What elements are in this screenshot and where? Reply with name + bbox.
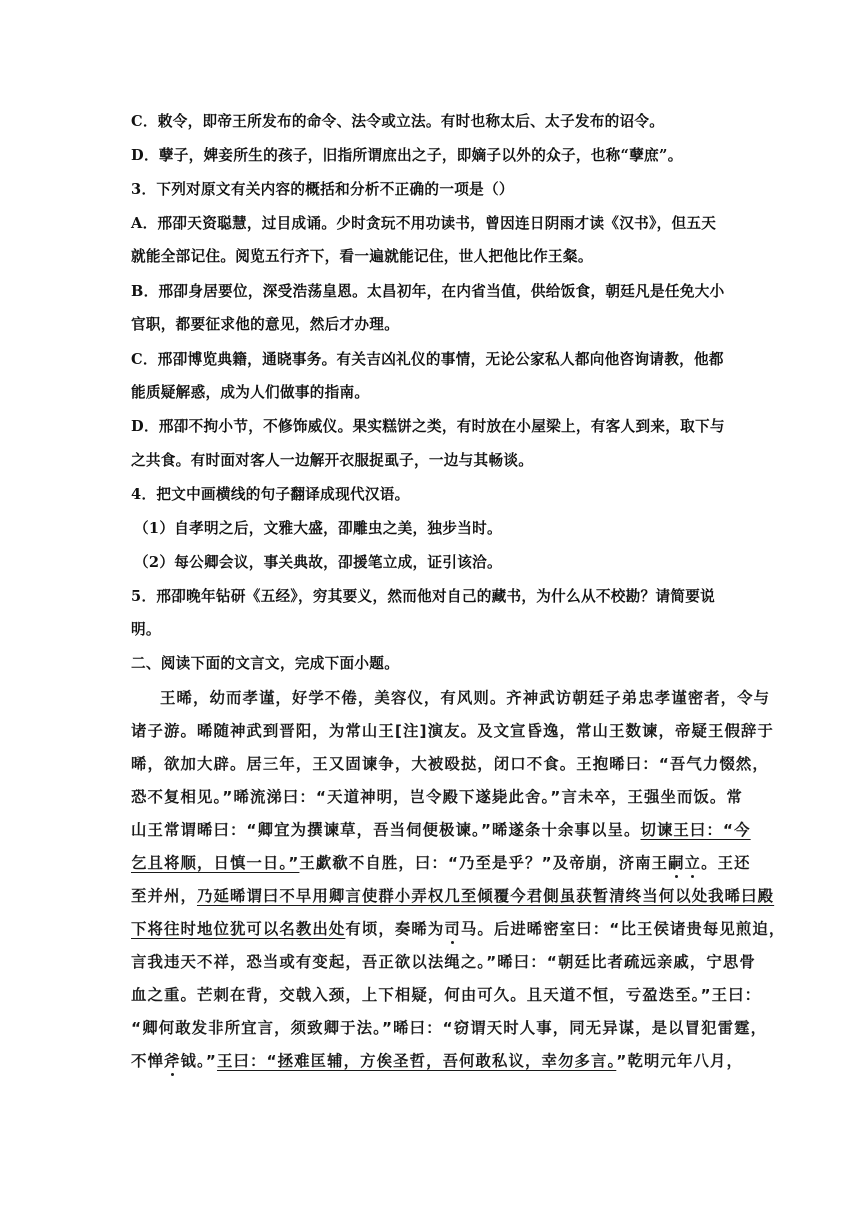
underlined-sentence-3: 王曰：“拯难匡辅，方俟圣哲，吾何敢私议，幸勿多言。 xyxy=(216,1052,617,1070)
passage-text: 马。后进晞密室曰：“比王侯诸贵每见煎迫， xyxy=(460,920,786,938)
question-4-item-2: （2）每公卿会议，事关典故，卲援笔立成，证引该洽。 xyxy=(134,554,502,571)
question-3-option-b-line1: B．邢卲身居要位，深受浩荡皇恩。太昌初年，在内省当值，供给饭食，朝廷凡是任免大小 xyxy=(131,283,725,300)
underlined-sentence-2-part-2: 下将往时地位犹可以名教出处 xyxy=(131,920,346,938)
underlined-sentence-1-part-1: 切谏王曰：“今 xyxy=(640,821,751,839)
passage-line-3: 晞，欲加大辟。居三年，王又固谏争，大被殴挞，闭口不食。王抱晞曰：“吾气力惙然， xyxy=(131,755,769,773)
question-5-line1: 5．邢卲晚年钻研《五经》，穷其要义，然而他对自己的藏书，为什么从不校勘？请简要说 xyxy=(131,588,716,605)
passage-text: 有顷，奏晞为 xyxy=(345,920,445,938)
passage-text: 山王常谓晞曰：“卿宜为撰谏草，吾当伺便极谏。”晞遂条十余事以呈。 xyxy=(131,821,641,839)
passage-line-7 xyxy=(131,884,775,908)
emphasis-dot-char: 立 xyxy=(684,854,702,872)
passage-line-2: 诸子游。晞随神武到晋阳，为常山王[注]演友。及文宣昏逸，常山王数谏，帝疑王假辞于 xyxy=(131,722,774,740)
passage-line-10: 血之重。芒刺在背，交戟入颈，上下相疑，何由可久。且天道不恒，亏盈迭至。”王曰： xyxy=(131,986,762,1004)
emphasis-dot-char: 嗣 xyxy=(668,854,685,872)
passage-text: 不惮 xyxy=(131,1052,164,1070)
section-2-heading: 二、阅读下面的文言文，完成下面小题。 xyxy=(131,655,400,672)
passage-text: 。王还 xyxy=(701,854,751,872)
emphasis-dot-char: 司 xyxy=(444,920,461,938)
emphasis-dot-char: 斧 xyxy=(163,1052,181,1070)
passage-text: 王歔欷不自胜，曰：“乃至是乎？”及帝崩，济南王 xyxy=(299,854,669,872)
question-3-option-c-line2: 能质疑解惑，成为人们做事的指南。 xyxy=(131,384,370,401)
question-4-item-1: （1）自孝明之后，文雅大盛，卲雕虫之美，独步当时。 xyxy=(134,520,502,537)
question-3-option-b-line2: 官职，都要征求他的意见，然后才办理。 xyxy=(131,316,400,333)
passage-line-4: 恐不复相见。”晞流涕曰：“天道神明，岂令殿下遂毙此舍。”言未卒，王强坐而饭。常 xyxy=(131,788,743,806)
question-3-option-a-line2: 就能全部记住。阅览五行齐下，看一遍就能记住，世人把他比作王粲。 xyxy=(131,248,593,265)
passage-line-8 xyxy=(131,917,786,941)
passage-line-11: “卿何敢发非所宜言，须致卿于法。”晞曰：“窃谓天时人事，同无异谋，是以冒犯雷霆， xyxy=(131,1019,768,1037)
question-3-option-c-line1: C．邢卲博览典籍，通晓事务。有关吉凶礼仪的事情，无论公家私人都向他咨询请教，他都 xyxy=(131,351,724,368)
question-3-option-a-line1: A．邢卲天资聪慧，过目成诵。少时贪玩不用功读书，曾因连日阴雨才读《汉书》，但五天 xyxy=(131,215,717,232)
passage-line-12 xyxy=(131,1049,743,1073)
underlined-sentence-2-part-1: 乃延晞谓曰不早用卿言使群小弄权几至倾覆今君側虽获暂清终当何以处我晞曰殿 xyxy=(196,887,775,905)
question-3-stem: 3．下列对原文有关内容的概括和分析不正确的一项是（） xyxy=(131,181,514,198)
passage-text: ”乾明元年八月， xyxy=(616,1052,743,1070)
underlined-sentence-1-part-2: 乞且将顺，日慎一日。” xyxy=(131,854,300,872)
question-3-option-d-line2: 之共食。有时面对客人一边解开衣服捉虱子，一边与其畅谈。 xyxy=(131,452,534,469)
question-4-stem: 4．把文中画横线的句子翻译成现代汉语。 xyxy=(131,486,410,503)
passage-text: 钺。” xyxy=(180,1052,217,1070)
passage-line-9: 言我违天不祥，恐当或有变起，吾正欲以法绳之。”晞曰：“朝廷比者疏远亲戚，宁思骨 xyxy=(131,953,756,971)
passage-text: 至并州， xyxy=(131,887,197,905)
passage-line-5 xyxy=(131,818,751,842)
question-3-option-d-line1: D．邢卲不拘小节，不修饰威仪。果实糕饼之类，有时放在小屋梁上，有客人到来，取下与 xyxy=(131,418,725,435)
question-2-option-d: D．孽子，婢妾所生的孩子，旧指所谓庶出之子，即嫡子以外的众子，也称“孽庶”。 xyxy=(131,147,683,164)
question-2-option-c: C．敕令，即帝王所发布的命令、法令或立法。有时也称太后、太子发布的诏令。 xyxy=(131,113,665,130)
passage-line-1: 王晞，幼而孝谨，好学不倦，美容仪，有风则。齐神武访朝廷子弟忠孝谨密者，令与 xyxy=(160,689,771,707)
question-5-line2: 明。 xyxy=(131,621,161,638)
passage-line-6 xyxy=(131,851,751,875)
